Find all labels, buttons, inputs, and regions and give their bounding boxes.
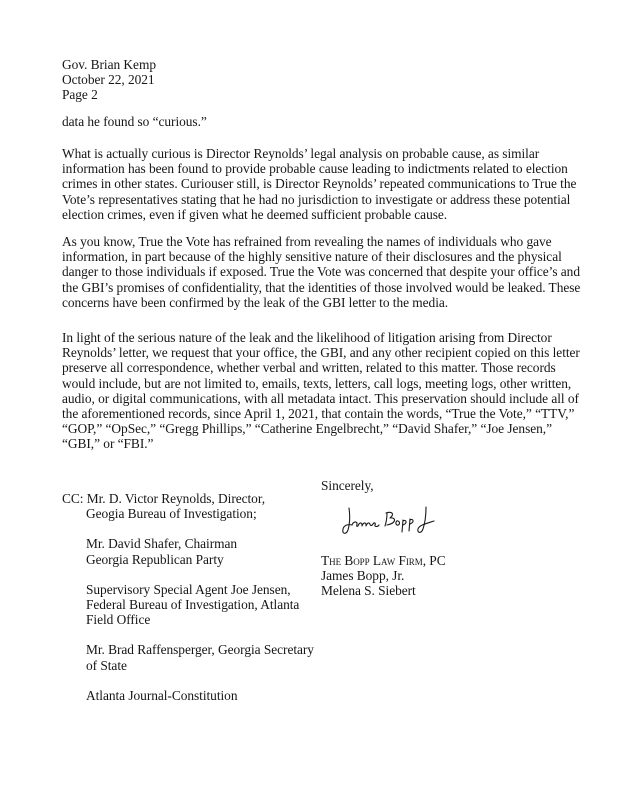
cc-line: Geogia Bureau of Investigation; (86, 506, 257, 522)
cc-line: Federal Bureau of Investigation, Atlanta (86, 597, 300, 613)
paragraph-line: the aforementioned records, since April 1, 2021, that contain the words, “True the Vote,” “TTV,” (62, 406, 575, 422)
paragraph-line: Reynolds’ letter, we request that your office, the GBI, and any other recipient copied on this letter (62, 345, 580, 361)
firm-name: The Bopp Law Firm, PC (321, 553, 446, 568)
signature-icon (340, 503, 440, 537)
cc-line: Georgia Republican Party (86, 551, 224, 567)
cc-line: Mr. D. Victor Reynolds, Director, (86, 491, 266, 506)
paragraph-line: danger to those individuals if exposed. True the Vote was concerned that despite your office’s and (62, 264, 580, 280)
cc-line: Mr. Brad Raffensperger, Georgia Secretary (86, 642, 314, 658)
cc-list (62, 491, 314, 703)
cc-label: CC: (62, 491, 84, 506)
firm-block (321, 553, 446, 599)
paragraph-line: data he found so “curious.” (62, 114, 207, 129)
paragraph-line: the GBI’s promises of confidentiality, that the identities of those involved would be leaked. These (62, 279, 581, 295)
paragraph-line: would include, but are not limited to, emails, texts, letters, call logs, meeting logs, other written, (62, 375, 572, 391)
paragraph-line: What is actually curious is Director Reynolds’ legal analysis on probable cause, as similar (62, 146, 540, 161)
header-recipient: Gov. Brian Kemp (62, 57, 156, 72)
paragraph-line: information, in part because of the highly sensitive nature of their disclosures and the physical (62, 249, 562, 265)
paragraph-4 (62, 330, 602, 452)
cc-line: Supervisory Special Agent Joe Jensen, (86, 581, 291, 597)
paragraph-line: crimes in other states. Curiouser still, is Director Reynolds’ repeated communications to True the (62, 176, 577, 192)
letter-header (62, 57, 156, 103)
paragraph-line: audio, or digital communications, with all metadata intact. This preservation should include all of (62, 390, 579, 406)
paragraph-line: information has been found to provide probable cause leading to indictments related to election (62, 161, 568, 177)
cc-line: of State (86, 657, 127, 673)
cc-line: Mr. David Shafer, Chairman (86, 536, 238, 552)
paragraph-line: As you know, True the Vote has refrained from revealing the names of individuals who gave (62, 234, 552, 249)
signer-name: James Bopp, Jr. (321, 568, 405, 584)
cc-recipient (62, 491, 314, 506)
paragraph-line: “GOP,” “OpSec,” “Gregg Phillips,” “Catherine Engelbrecht,” “David Shafer,” “Joe Jensen,” (62, 421, 552, 437)
valediction: Sincerely, (321, 478, 374, 493)
paragraph-3 (62, 234, 602, 310)
paragraph-line: preserve all correspondence, whether verbal and written, related to this matter. Those records (62, 360, 556, 376)
paragraph-line: In light of the serious nature of the leak and the likelihood of litigation arising from Director (62, 330, 552, 345)
cc-line: Atlanta Journal-Constitution (86, 687, 238, 703)
paragraph-line: election crimes, even if given what he deemed sufficient probable cause. (62, 206, 448, 222)
paragraph-2 (62, 146, 602, 222)
cc-line: Field Office (86, 612, 151, 628)
paragraph-1 (62, 114, 602, 129)
paragraph-line: Vote’s representatives stating that he had no jurisdiction to investigate or address these potential (62, 191, 571, 207)
signer-name: Melena S. Siebert (321, 583, 416, 599)
paragraph-line: “GBI,” or “FBI.” (62, 436, 154, 452)
header-page-number: Page 2 (62, 87, 98, 103)
paragraph-line: concerns have been confirmed by the leak of the GBI letter to the media. (62, 294, 449, 310)
header-date: October 22, 2021 (62, 72, 155, 88)
